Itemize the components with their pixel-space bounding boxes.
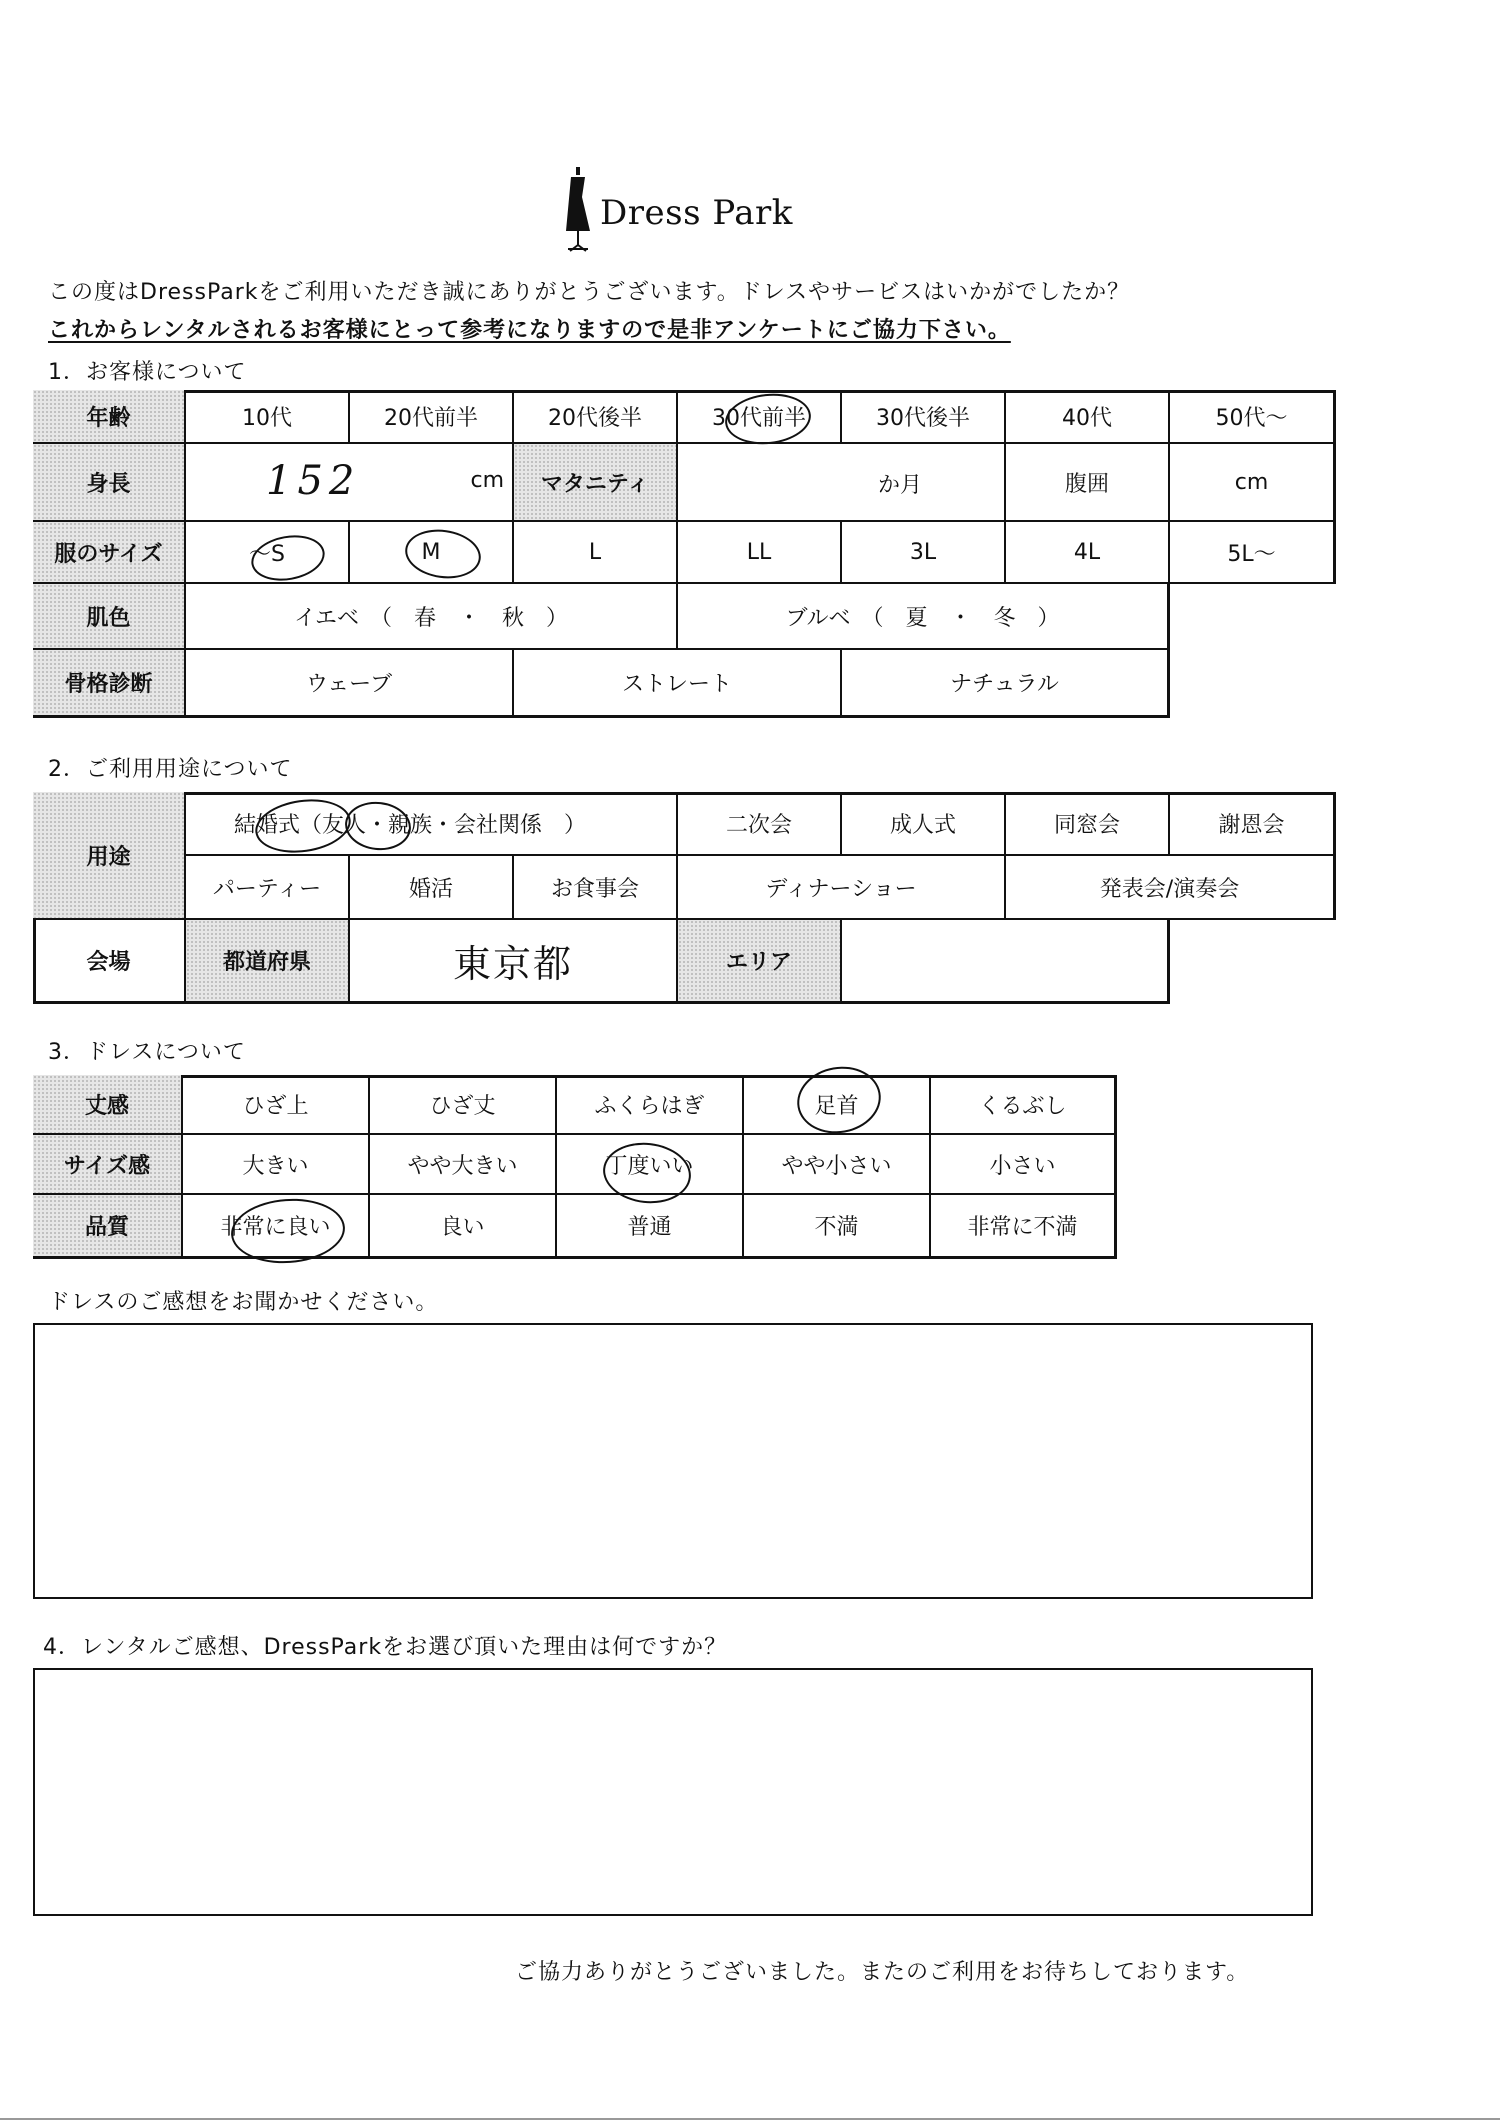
wedding-text: 結婚式（: [234, 812, 323, 838]
quality-option-selected[interactable]: 非常に良い: [183, 1195, 370, 1259]
skin-yellow-option[interactable]: イエベ （ 春 ・ 秋 ）: [186, 584, 678, 650]
size-option-selected[interactable]: ～S: [186, 522, 350, 584]
length-option[interactable]: ひざ上: [183, 1075, 370, 1135]
purpose-option[interactable]: お食事会: [514, 856, 678, 920]
area-label: エリア: [678, 920, 842, 1004]
maternity-label: マタニティ: [514, 444, 678, 522]
rental-comment-box[interactable]: [33, 1668, 1313, 1916]
prefecture-label: 都道府県: [186, 920, 350, 1004]
dress-mannequin-icon: [560, 165, 596, 255]
size-option[interactable]: L: [514, 522, 678, 584]
height-label: 身長: [33, 444, 186, 522]
dress-comment-prompt: ドレスのご感想をお聞かせください。: [48, 1290, 439, 1315]
age-option[interactable]: 30代後半: [842, 390, 1006, 444]
length-label: 丈感: [33, 1075, 183, 1135]
area-field[interactable]: [842, 920, 1170, 1004]
purpose-option[interactable]: 同窓会: [1006, 792, 1170, 856]
closing-message: ご協力ありがとうございました。またのご利用をお待ちしております。: [515, 1960, 1250, 1985]
purpose-option[interactable]: パーティー: [186, 856, 350, 920]
age-option[interactable]: 40代: [1006, 390, 1170, 444]
dresspark-logo: [560, 165, 800, 255]
customer-table: [33, 390, 1336, 718]
venue-label: 会場: [33, 920, 186, 1004]
purpose-option[interactable]: 婚活: [350, 856, 514, 920]
length-option[interactable]: くるぶし: [931, 1075, 1117, 1135]
purpose-option[interactable]: 成人式: [842, 792, 1006, 856]
height-field[interactable]: [186, 444, 514, 522]
size-option[interactable]: 3L: [842, 522, 1006, 584]
wedding-relations-text: ・親族・会社関係 ）: [366, 812, 587, 838]
section-2-title: 2．ご利用用途について: [48, 757, 293, 782]
age-label: 年齢: [33, 390, 186, 444]
waist-unit[interactable]: cm: [1170, 444, 1336, 522]
size-option-selected[interactable]: M: [350, 522, 514, 584]
scan-edge-line: [0, 2118, 1500, 2120]
purpose-option[interactable]: 二次会: [678, 792, 842, 856]
section-4-title: 4．レンタルご感想、DressParkをお選び頂いた理由は何ですか？: [43, 1635, 728, 1660]
wedding-option[interactable]: [186, 792, 678, 856]
skin-label: 肌色: [33, 584, 186, 650]
prefecture-field[interactable]: [350, 920, 678, 1004]
fit-option[interactable]: 小さい: [931, 1135, 1117, 1195]
purpose-option[interactable]: 発表会/演奏会: [1006, 856, 1336, 920]
quality-option[interactable]: 良い: [370, 1195, 557, 1259]
intro-line-2: これからレンタルされるお客様にとって参考になりますので是非アンケートにご協力下さい。: [48, 318, 1011, 343]
friend-text: 友人: [322, 812, 367, 838]
quality-option[interactable]: 不満: [744, 1195, 931, 1259]
size-label: 服のサイズ: [33, 522, 186, 584]
frame-label: 骨格診断: [33, 650, 186, 718]
section-1-title: 1．お客様について: [48, 360, 247, 385]
height-value: 152: [266, 458, 361, 504]
quality-option[interactable]: 非常に不満: [931, 1195, 1117, 1259]
skin-blue-option[interactable]: ブルベ （ 夏 ・ 冬 ）: [678, 584, 1170, 650]
frame-option[interactable]: ストレート: [514, 650, 842, 718]
height-unit: cm: [470, 468, 504, 493]
length-option-selected[interactable]: 足首: [744, 1075, 931, 1135]
purpose-option[interactable]: 謝恩会: [1170, 792, 1336, 856]
prefecture-value: 東京都: [452, 942, 573, 986]
fit-option-selected[interactable]: 丁度いい: [557, 1135, 744, 1195]
dress-comment-box[interactable]: [33, 1323, 1313, 1599]
intro-line-1: この度はDressParkをご利用いただき誠にありがとうございます。ドレスやサービスはいかがでしたか？: [48, 280, 1131, 305]
length-option[interactable]: ひざ丈: [370, 1075, 557, 1135]
purpose-label: 用途: [33, 792, 186, 920]
age-option[interactable]: 20代後半: [514, 390, 678, 444]
size-option[interactable]: 4L: [1006, 522, 1170, 584]
quality-label: 品質: [33, 1195, 183, 1259]
age-option[interactable]: 10代: [186, 390, 350, 444]
age-option[interactable]: 20代前半: [350, 390, 514, 444]
frame-option[interactable]: ウェーブ: [186, 650, 514, 718]
size-option[interactable]: 5L～: [1170, 522, 1336, 584]
logo-text: Dress Park: [600, 193, 793, 233]
size-option[interactable]: LL: [678, 522, 842, 584]
frame-option[interactable]: ナチュラル: [842, 650, 1170, 718]
waist-label: 腹囲: [1006, 444, 1170, 522]
fit-label: サイズ感: [33, 1135, 183, 1195]
maternity-months-field[interactable]: [678, 444, 1006, 522]
age-option[interactable]: 50代～: [1170, 390, 1336, 444]
length-option[interactable]: ふくらはぎ: [557, 1075, 744, 1135]
fit-option[interactable]: 大きい: [183, 1135, 370, 1195]
section-3-title: 3．ドレスについて: [48, 1040, 246, 1065]
months-unit: か月: [878, 473, 923, 498]
age-option-selected[interactable]: 30代前半: [678, 390, 842, 444]
purpose-option[interactable]: ディナーショー: [678, 856, 1006, 920]
fit-option[interactable]: やや小さい: [744, 1135, 931, 1195]
fit-option[interactable]: やや大きい: [370, 1135, 557, 1195]
quality-option[interactable]: 普通: [557, 1195, 744, 1259]
dress-table: [33, 1075, 1117, 1259]
purpose-table: [33, 792, 1336, 1004]
